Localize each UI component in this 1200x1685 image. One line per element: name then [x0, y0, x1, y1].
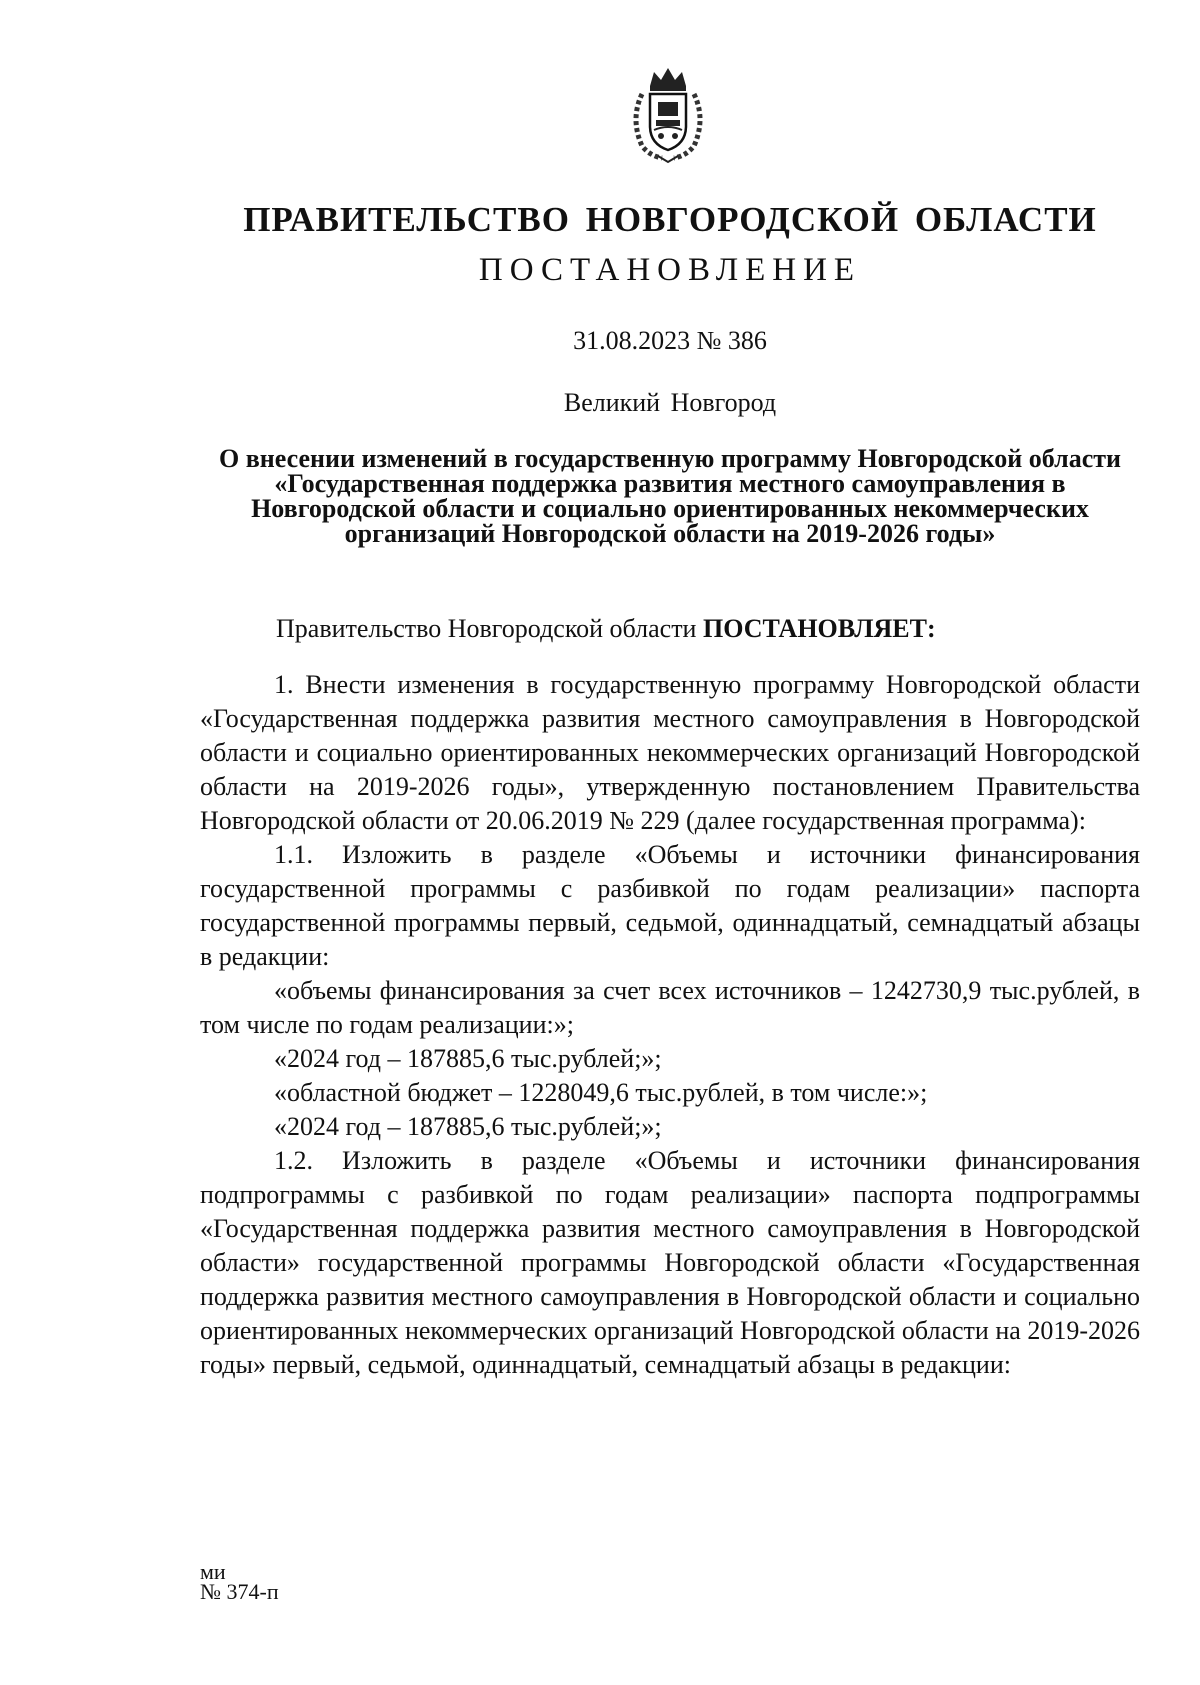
- paragraph: 1. Внести изменения в государственную программу Новгородской области «Государственная поддержка развития местного самоуправления в Новгородской области и социально ориентированных некоммерческих организаций Новгородской области на 2019-2026 годы», утвержденную постановлением Правительства Новгородской области от 20.06.2019 № 229 (далее государственная программа):: [200, 670, 1140, 835]
- footer-number: № 374-п: [200, 1579, 279, 1604]
- document-title: О внесении изменений в государственную программу Новгородской области «Государственная поддержка развития местного самоуправления в Новгородской области и социально ориентированных некоммерческих организаций Новгородской области на 2019-2026 годы»: [219, 444, 1121, 548]
- intro-emphasis: ПОСТАНОВЛЯЕТ:: [702, 614, 936, 643]
- document-place: Великий Новгород: [563, 388, 777, 417]
- paragraph: 1.1. Изложить в разделе «Объемы и источники финансирования государственной программы с разбивкой по годам реализации» паспорта государственной программы первый, седьмой, одиннадцатый, семнадцатый абзацы в редакции:: [200, 840, 1140, 971]
- paragraph: 1.2. Изложить в разделе «Объемы и источники финансирования подпрограммы с разбивкой по годам реализации» паспорта подпрограммы «Государственная поддержка развития местного самоуправления в Новгородской области» государственной программы Новгородской области «Государственная поддержка развития местного самоуправления в Новгородской области и социально ориентированных некоммерческих организаций Новгородской области на 2019-2026 годы» первый, седьмой, одиннадцатый, семнадцатый абзацы в редакции:: [200, 1146, 1140, 1379]
- coat-of-arms-icon: [628, 64, 708, 164]
- footer-code: [200, 1559, 279, 1604]
- organization-title: ПРАВИТЕЛЬСТВО НОВГОРОДСКОЙ ОБЛАСТИ: [243, 200, 1097, 239]
- intro-line: [200, 612, 1200, 646]
- paragraph: «областной бюджет – 1228049,6 тыс.рублей, в том числе:»;: [274, 1078, 928, 1107]
- document-body: [200, 668, 1140, 1382]
- paragraph: «2024 год – 187885,6 тыс.рублей;»;: [274, 1044, 662, 1073]
- document-date-number: 31.08.2023 № 386: [573, 326, 767, 355]
- paragraph: «объемы финансирования за счет всех источников – 1242730,9 тыс.рублей, в том числе по годам реализации:»;: [200, 976, 1140, 1039]
- footer-initials: ми: [200, 1559, 226, 1584]
- intro-text: Правительство Новгородской области: [276, 614, 703, 643]
- document-type: ПОСТАНОВЛЕНИЕ: [478, 252, 862, 288]
- paragraph: «2024 год – 187885,6 тыс.рублей;»;: [274, 1112, 662, 1141]
